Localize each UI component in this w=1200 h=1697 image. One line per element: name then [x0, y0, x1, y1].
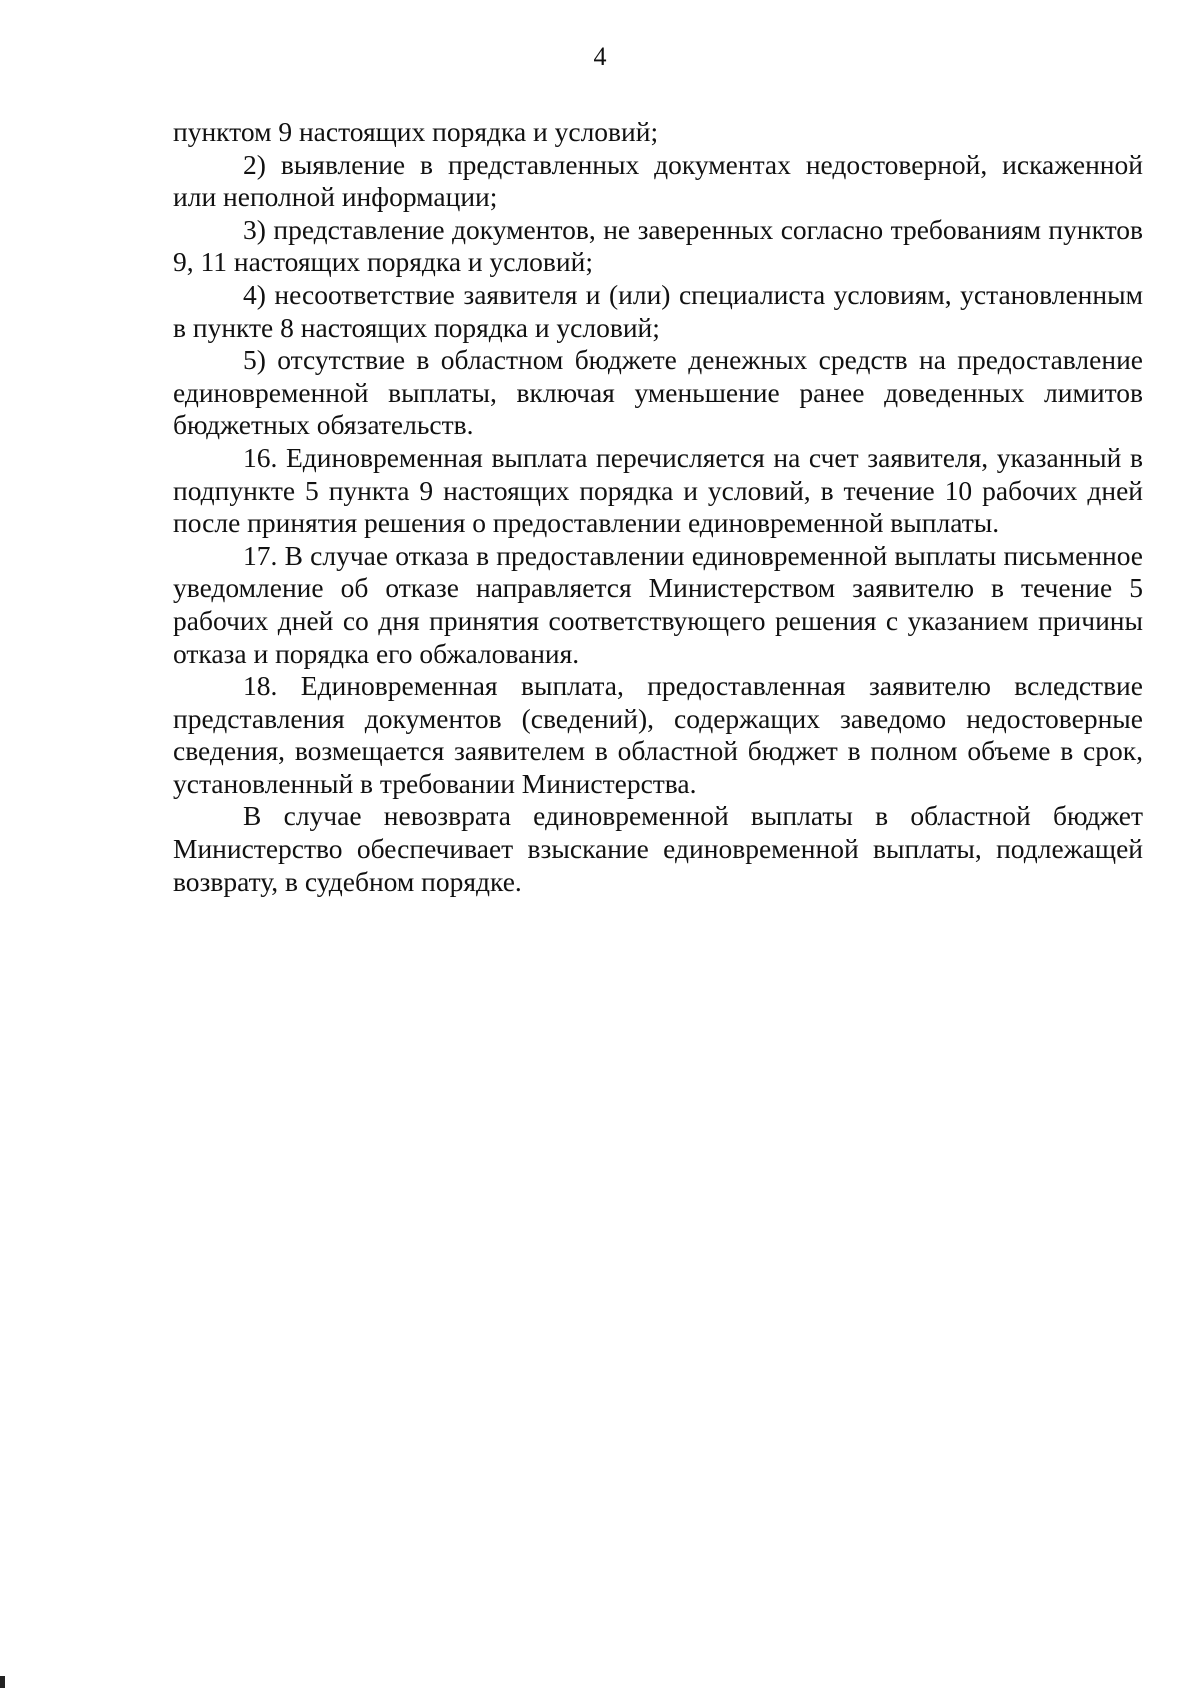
paragraph-item-4: 4) несоответствие заявителя и (или) специалиста условиям, установленным в пункте 8 настоящих порядка и условий; — [173, 278, 1143, 343]
paragraph-item-3: 3) представление документов, не заверенных согласно требованиям пунктов 9, 11 настоящих порядка и условий; — [173, 213, 1143, 278]
page-number: 4 — [593, 42, 607, 71]
document-body — [173, 116, 1143, 898]
paragraph-continuation: пунктом 9 настоящих порядка и условий; — [173, 116, 659, 147]
paragraph-item-2: 2) выявление в представленных документах недостоверной, искаженной или неполной информации; — [173, 148, 1143, 213]
paragraph-clause-16: 16. Единовременная выплата перечисляется на счет заявителя, указанный в подпункте 5 пункта 9 настоящих порядка и условий, в течение 10 рабочих дней после принятия решения о предоставлении единовременной выплаты. — [173, 441, 1143, 539]
paragraph-item-5: 5) отсутствие в областном бюджете денежных средств на предоставление единовременной выплаты, включая уменьшение ранее доведенных лимитов бюджетных обязательств. — [173, 344, 1143, 441]
paragraph-clause-18-continuation: В случае невозврата единовременной выплаты в областной бюджет Министерство обеспечивает взыскание единовременной выплаты, подлежащей возврату, в судебном порядке. — [173, 800, 1143, 897]
paragraph-clause-17: 17. В случае отказа в предоставлении единовременной выплаты письменное уведомление об отказе направляется Министерством заявителю в течение 5 рабочих дней со дня принятия соответствующего решения с указанием причины отказа и порядка его обжалования. — [173, 539, 1143, 669]
paragraph-clause-18: 18. Единовременная выплата, предоставленная заявителю вследствие представления документов (сведений), содержащих заведомо недостоверные сведения, возмещается заявителем в областной бюджет в полном объеме в срок, установленный в требовании Министерства. — [173, 670, 1143, 799]
scan-edge-mark — [0, 1676, 5, 1688]
